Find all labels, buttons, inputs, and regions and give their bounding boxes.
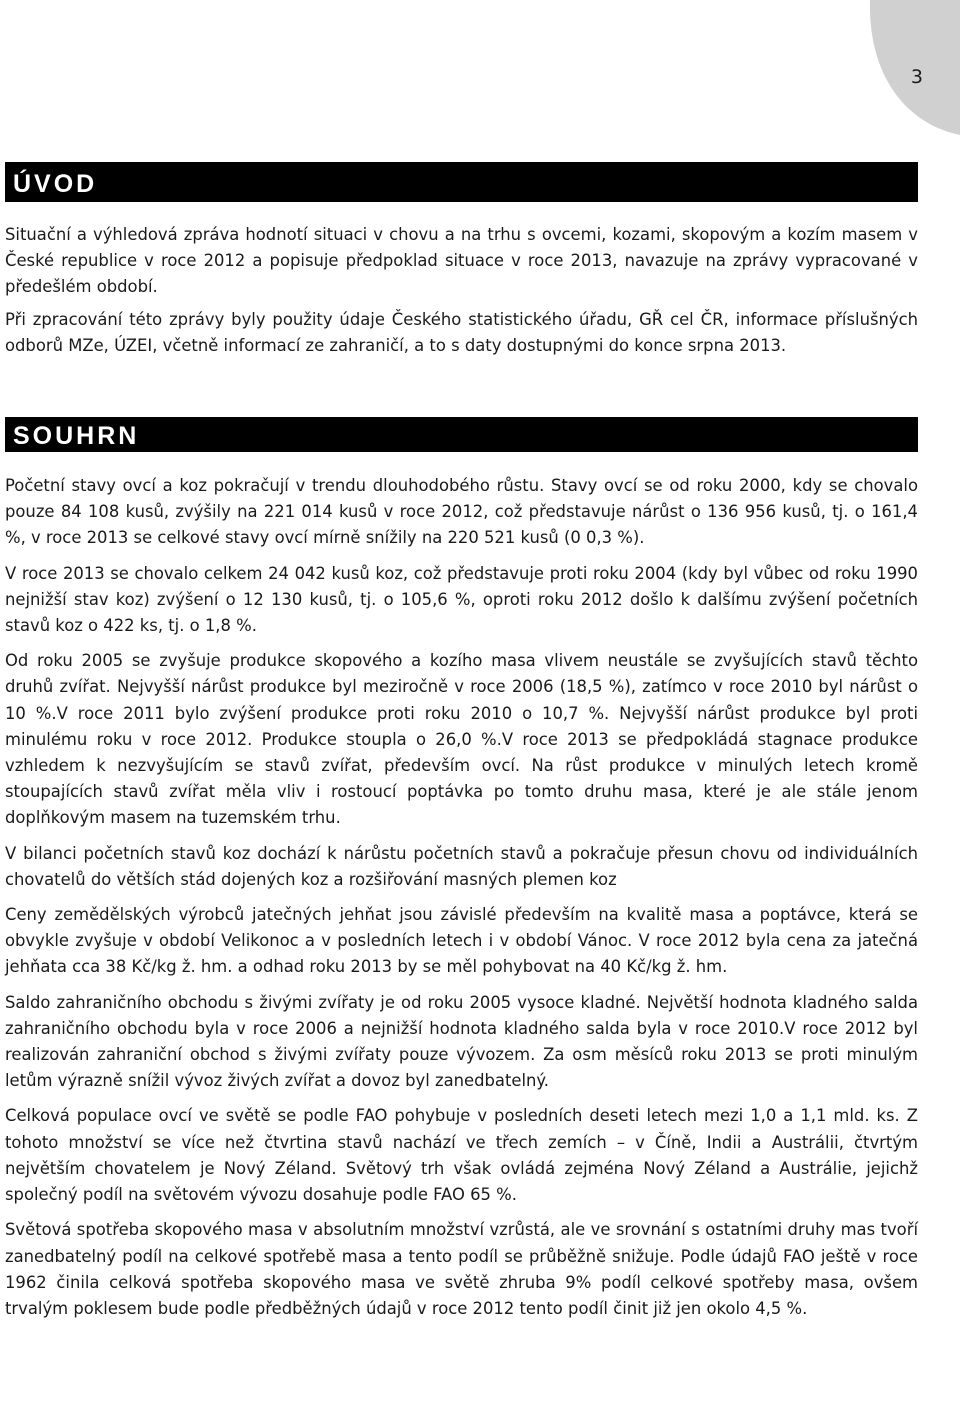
section-heading-souhrn: SOUHRN: [5, 417, 918, 452]
paragraph: V bilanci početních stavů koz dochází k nárůstu početních stavů a pokračuje přesun chovu od individuálních chovatelů do větších stád dojených koz a rozšiřování masných plemen koz: [5, 843, 918, 889]
paragraph: Situační a výhledová zpráva hodnotí situaci v chovu a na trhu s ovcemi, kozami, skopovým a kozím masem v České republice v roce 2012 a popisuje předpoklad situace v roce 2013, navazuje na zprávy vypracované v předešlém období.: [5, 225, 918, 297]
paragraph: Od roku 2005 se zvyšuje produkce skopového a kozího masa vlivem neustále se zvyšujících stavů těchto druhů zvířat. Nejvyšší nárůst produkce byl meziročně v roce 2006 (18,5 %), zatímco v roce 2010 byl nárůst o 10 %.V roce 2011 bylo zvýšení produkce proti roku 2010 o 10,7 %. Nejvyšší nárůst produkce byl proti minulému roku v roce 2012. Produkce stoupla o 26,0 %.V roce 2013 se předpokládá stagnace produkce vzhledem k nezvyšujícím se stavů zvířat, především ovcí. Na růst produkce v minulých letech kromě stoupajících stavů zvířat měla vliv i rostoucí poptávka po tomto druhu masa, které je ale stále jenom doplňkovým masem na tuzemském trhu.: [5, 651, 918, 828]
page-corner-decoration: [830, 0, 960, 135]
page-content: [5, 162, 918, 1331]
paragraph: Světová spotřeba skopového masa v absolutním množství vzrůstá, ale ve srovnání s ostatními druhy mas tvoří zanedbatelný podíl na celkové spotřebě masa a tento podíl se průběžně snižuje. Podle údajů FAO ještě v roce 1962 činila celková spotřeba skopového masa ve světě zhruba 9% podíl celkové spotřeby masa, ovšem trvalým poklesem bude podle předběžných údajů v roce 2012 tento podíl činit již jen okolo 4,5 %.: [5, 1220, 918, 1318]
paragraph: Saldo zahraničního obchodu s živými zvířaty je od roku 2005 vysoce kladné. Největší hodnota kladného salda zahraničního obchodu byla v roce 2006 a nejnižší hodnota kladného salda byla v roce 2010.V roce 2012 byl realizován zahraniční obchod s živými zvířaty pouze vývozem. Za osm měsíců roku 2013 se proti minulým letům výrazně snížil vývoz živých zvířat a dovoz byl zanedbatelný.: [5, 992, 918, 1091]
section-heading-uvod: ÚVOD: [5, 162, 918, 202]
page-number: 3: [910, 66, 923, 88]
paragraph: Při zpracování této zprávy byly použity údaje Českého statistického úřadu, GŘ cel ČR, informace příslušných odborů MZe, ÚZEI, včetně informací ze zahraničí, a to s daty dostupnými do konce srpna 2013.: [5, 309, 918, 355]
paragraph: Celková populace ovcí ve světě se podle FAO pohybuje v posledních deseti letech mezi 1,0 a 1,1 mld. ks. Z tohoto množství se více než čtvrtina stavů nachází ve třech zemích – v Číně, Indii a Austrálii, čtvrtým největším chovatelem je Nový Zéland. Světový trh však ovládá zejména Nový Zéland a Austrálie, jejichž společný podíl na světovém vývozu dosahuje podle FAO 65 %.: [5, 1106, 918, 1205]
paragraph: V roce 2013 se chovalo celkem 24 042 kusů koz, což představuje proti roku 2004 (kdy byl vůbec od roku 1990 nejnižší stav koz) zvýšení o 12 130 kusů, tj. o 105,6 %, oproti roku 2012 došlo k dalšímu zvýšení početních stavů koz o 422 ks, tj. o 1,8 %.: [5, 563, 918, 636]
paragraph: Početní stavy ovcí a koz pokračují v trendu dlouhodobého růstu. Stavy ovcí se od roku 2000, kdy se chovalo pouze 84 108 kusů, zvýšily na 221 014 kusů v roce 2012, což představuje nárůst o 136 956 kusů, tj. o 161,4 %, v roce 2013 se celkové stavy ovcí mírně snížily na 220 521 kusů (0 0,3 %).: [5, 476, 918, 548]
paragraph: Ceny zemědělských výrobců jatečných jehňat jsou závislé především na kvalitě masa a poptávce, která se obvykle zvyšuje v období Velikonoc a v posledních letech i v období Vánoc. V roce 2012 byla cena za jatečná jehňata cca 38 Kč/kg ž. hm. a odhad roku 2013 by se měl pohybovat na 40 Kč/kg ž. hm.: [5, 905, 918, 977]
